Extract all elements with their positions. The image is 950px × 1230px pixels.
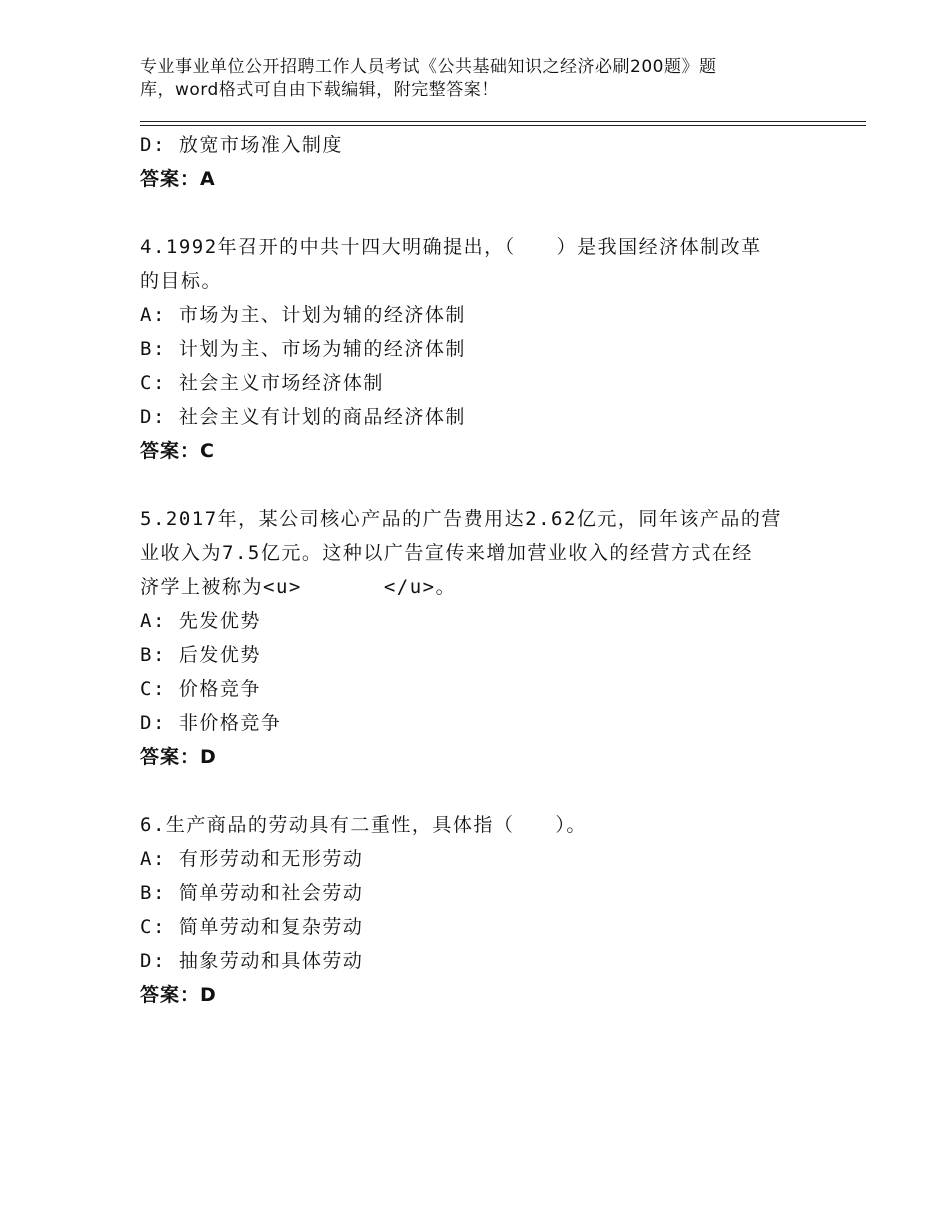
option-b: B: 简单劳动和社会劳动 (140, 882, 364, 904)
question-4 (140, 230, 820, 468)
answer-line: 答案：C (140, 440, 215, 462)
option-d: D: 社会主义有计划的商品经济体制 (140, 406, 466, 428)
header-line-2: 库，word格式可自由下载编辑，附完整答案！ (140, 80, 499, 100)
option-d: D: 放宽市场准入制度 (140, 134, 343, 156)
spacer (140, 468, 820, 502)
page-header (140, 56, 780, 102)
option-c: C: 价格竞争 (140, 678, 261, 700)
question-content (140, 128, 820, 1012)
question-stem-line: 济学上被称为<u> </u>。 (140, 576, 457, 598)
answer-line: 答案：D (140, 746, 217, 768)
option-a: A: 市场为主、计划为辅的经济体制 (140, 304, 466, 326)
option-c: C: 社会主义市场经济体制 (140, 372, 384, 394)
option-a: A: 有形劳动和无形劳动 (140, 848, 364, 870)
spacer (140, 774, 820, 808)
header-rule-top (140, 121, 866, 122)
question-6 (140, 808, 820, 1012)
question-5 (140, 502, 820, 774)
spacer (140, 196, 820, 230)
option-c: C: 简单劳动和复杂劳动 (140, 916, 364, 938)
option-d: D: 抽象劳动和具体劳动 (140, 950, 364, 972)
option-a: A: 先发优势 (140, 610, 261, 632)
question-stem-line: 的目标。 (140, 270, 223, 292)
option-b: B: 后发优势 (140, 644, 261, 666)
question-stem-line: 5.2017年，某公司核心产品的广告费用达2.62亿元，同年该产品的营 (140, 508, 782, 530)
previous-question-tail (140, 128, 820, 196)
answer-line: 答案：A (140, 168, 216, 190)
option-b: B: 计划为主、市场为辅的经济体制 (140, 338, 466, 360)
header-rule-bottom (140, 125, 866, 126)
header-line-1: 专业事业单位公开招聘工作人员考试《公共基础知识之经济必刷200题》题 (140, 57, 717, 77)
question-stem-line: 6.生产商品的劳动具有二重性，具体指（ ）。 (140, 814, 587, 836)
question-stem-line: 业收入为7.5亿元。这种以广告宣传来增加营业收入的经营方式在经 (140, 542, 753, 564)
option-d: D: 非价格竞争 (140, 712, 282, 734)
question-stem-line: 4.1992年召开的中共十四大明确提出，（ ）是我国经济体制改革 (140, 236, 762, 258)
answer-line: 答案：D (140, 984, 217, 1006)
